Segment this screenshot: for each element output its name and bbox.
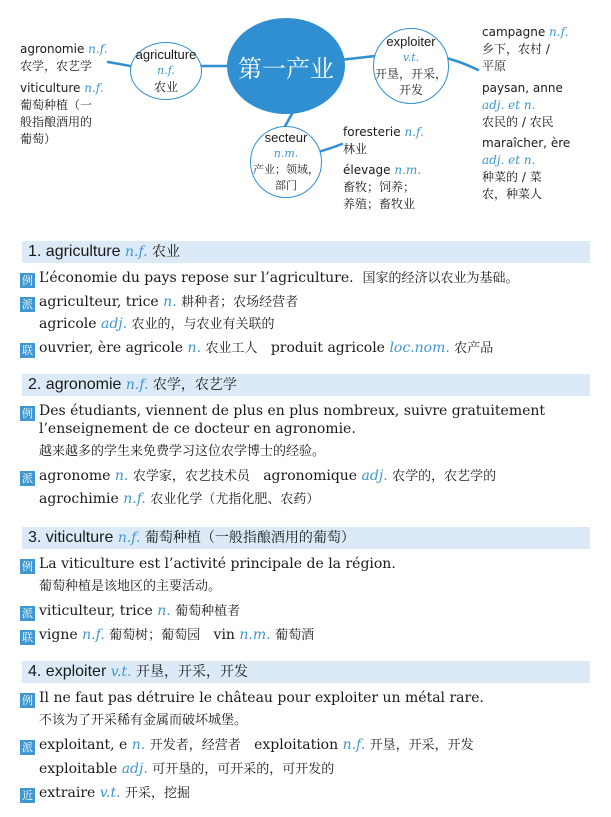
derived-cn: 农业的，与农业有关联的 <box>131 317 275 332</box>
derived-pos: adj. <box>361 468 388 484</box>
leaf-cn: 林业 <box>343 142 368 156</box>
node-cn2: 部门 <box>275 179 297 192</box>
leaf-cn2: 平原 <box>482 59 507 73</box>
example-line <box>20 555 396 574</box>
leaf-pos: n.f. <box>549 25 569 39</box>
near-tag: 近 <box>22 789 33 802</box>
section-header-viticulture <box>22 527 590 549</box>
near-line <box>20 784 190 803</box>
related-word: produit agricole <box>270 340 385 356</box>
derived-cn: 开发者，经营者 <box>149 738 241 753</box>
derived-tag: 派 <box>22 607 33 620</box>
related-pos: n. <box>187 340 202 356</box>
derived-line <box>20 490 319 509</box>
section-cn: 葡萄种植（一般指酿酒用的葡萄） <box>144 530 355 546</box>
example-fr: Des étudiants, viennent de plus en plus nombreux, suivre gratuitement <box>39 403 546 419</box>
mindmap-node-exploiter <box>373 28 449 104</box>
leaf-pos: n.m. <box>394 163 422 177</box>
section-word: agriculture <box>45 243 121 260</box>
section-cn: 农学，农艺学 <box>152 377 237 393</box>
mindmap-leaf-maraicher <box>482 135 570 203</box>
mindmap-leaf-campagne <box>482 24 568 75</box>
mindmap-node-secteur <box>250 126 322 198</box>
section-header-agriculture <box>22 241 590 263</box>
leaf-cn: 农民的 / 农民 <box>482 115 554 129</box>
example-fr: La viticulture est l’activité principale de la région. <box>39 556 396 572</box>
derived-pos: n. <box>131 737 146 753</box>
derived-line <box>20 736 474 755</box>
section-cn: 农业 <box>152 244 181 260</box>
derived-pos: n.f. <box>342 737 366 753</box>
node-pos: v.t. <box>402 51 420 64</box>
mindmap-node-agriculture <box>130 42 202 100</box>
leaf-cn1: 畜牧；饲养； <box>343 180 416 194</box>
derived-tag: 派 <box>22 741 33 754</box>
derived-word: exploitable <box>39 761 118 777</box>
related-line <box>20 339 493 358</box>
derived-cn: 农学的，农艺学的 <box>392 469 497 484</box>
node-word: exploiter <box>386 34 436 49</box>
derived-word: viticulteur, trice <box>39 603 153 619</box>
derived-cn: 开垦，开采，开发 <box>369 738 474 753</box>
example-line <box>20 269 519 288</box>
related-word: vin <box>213 627 235 643</box>
derived-cn: 可开垦的，可开采的，可开发的 <box>152 762 335 777</box>
related-cn: 葡萄树；葡萄园 <box>109 628 201 643</box>
leaf-word: paysan, anne <box>482 81 563 95</box>
leaf-pos: n.f. <box>84 81 104 95</box>
leaf-cn2: 养殖；畜牧业 <box>343 197 416 211</box>
leaf-cn: 农学，农艺学 <box>20 59 93 73</box>
example-line <box>20 402 545 421</box>
derived-pos: adj. <box>100 316 128 332</box>
leaf-cn3: 葡萄） <box>20 132 57 146</box>
example-cn: 不该为了开采稀有金属而破坏城堡。 <box>39 713 248 728</box>
section-header-exploiter <box>22 661 590 683</box>
example-line <box>20 420 356 438</box>
example-fr: Il ne faut pas détruire le château pour exploiter un métal rare. <box>39 690 484 706</box>
related-line <box>20 626 314 645</box>
section-pos: n.f. <box>124 244 148 260</box>
derived-line <box>20 760 334 779</box>
example-line <box>20 711 247 730</box>
derived-tag: 派 <box>22 298 33 311</box>
mindmap-leaf-viticulture <box>20 80 104 148</box>
section-number: 3. <box>28 529 42 546</box>
derived-line <box>20 293 298 312</box>
derived-word: agrochimie <box>39 491 119 507</box>
leaf-cn1: 种菜的 / 菜 <box>482 170 542 184</box>
example-tag: 例 <box>22 694 33 707</box>
leaf-word: agronomie <box>20 42 85 56</box>
derived-pos: adj. <box>121 761 148 777</box>
derived-word: exploitation <box>254 737 339 753</box>
example-tag: 例 <box>22 274 33 287</box>
leaf-pos: adj. et n. <box>482 153 536 167</box>
section-word: viticulture <box>45 529 114 546</box>
derived-word: agronome <box>39 468 111 484</box>
related-tag: 联 <box>22 631 33 644</box>
derived-cn: 耕种者；农场经营者 <box>181 295 299 310</box>
derived-word: agronomique <box>263 468 358 484</box>
derived-cn: 葡萄种植者 <box>175 604 241 619</box>
leaf-cn2: 般指酿酒用的 <box>20 115 93 129</box>
derived-pos: n. <box>157 603 171 619</box>
leaf-cn2: 农，种菜人 <box>482 187 543 201</box>
section-word: agronomie <box>45 376 122 393</box>
leaf-cn1: 葡萄种植（一 <box>20 98 93 112</box>
related-word: vigne <box>39 627 78 643</box>
section-number: 1. <box>28 243 42 260</box>
leaf-pos: n.f. <box>404 125 424 139</box>
derived-cn: 农业化学（尤指化肥、农药） <box>150 492 320 507</box>
mindmap-leaf-paysan <box>482 80 563 131</box>
leaf-word: élevage <box>343 163 391 177</box>
derived-pos: n. <box>163 294 177 310</box>
derived-word: exploitant, e <box>39 737 128 753</box>
leaf-cn1: 乡下，农村 / <box>482 42 550 56</box>
example-cn: 国家的经济以农业为基础。 <box>362 271 519 286</box>
derived-word: agriculteur, trice <box>39 294 159 310</box>
example-line <box>20 577 221 596</box>
derived-line <box>20 315 275 334</box>
derived-pos: n.f. <box>123 491 146 507</box>
node-word: secteur <box>264 130 308 145</box>
example-tag: 例 <box>22 407 33 420</box>
example-cn: 越来越多的学生来免费学习这位农学博士的经验。 <box>39 444 326 459</box>
section-word: exploiter <box>45 663 107 680</box>
related-pos: n.m. <box>239 627 271 643</box>
node-cn2: 开发 <box>398 83 423 97</box>
related-tag: 联 <box>22 344 33 357</box>
derived-tag: 派 <box>22 472 33 485</box>
derived-word: agricole <box>39 316 97 332</box>
leaf-word: foresterie <box>343 125 401 139</box>
section-pos: n.f. <box>117 530 141 546</box>
example-fr: l’enseignement de ce docteur en agronomie. <box>39 421 356 437</box>
node-word: agriculture <box>135 47 197 62</box>
derived-line <box>20 602 240 621</box>
near-pos: v.t. <box>99 785 121 801</box>
leaf-pos: adj. et n. <box>482 98 536 112</box>
node-cn1: 产业；领域， <box>253 163 319 176</box>
section-cn: 开垦，开采，开发 <box>135 664 248 680</box>
derived-line <box>20 467 496 486</box>
mindmap-leaf-agronomie <box>20 41 108 75</box>
example-cn: 葡萄种植是该地区的主要活动。 <box>39 579 222 594</box>
mindmap-leaf-elevage <box>343 162 421 213</box>
section-number: 2. <box>28 376 42 393</box>
section-number: 4. <box>28 663 42 680</box>
section-pos: n.f. <box>125 377 149 393</box>
example-fr: L’économie du pays repose sur l’agriculture. <box>39 270 354 286</box>
related-cn: 农产品 <box>454 341 494 356</box>
leaf-pos: n.f. <box>88 42 108 56</box>
mindmap-leaf-foresterie <box>343 124 424 158</box>
leaf-word: viticulture <box>20 81 81 95</box>
near-word: extraire <box>39 785 96 801</box>
derived-cn: 农学家，农艺技术员 <box>132 469 250 484</box>
mindmap-center: 第一产业 <box>227 18 345 114</box>
related-word: ouvrier, ère agricole <box>39 340 184 356</box>
related-pos: loc.nom. <box>389 340 450 356</box>
near-cn: 开采，挖掘 <box>125 786 191 801</box>
related-cn: 农业工人 <box>205 341 258 356</box>
section-pos: v.t. <box>110 664 132 680</box>
leaf-word: maraîcher, ère <box>482 136 571 150</box>
related-cn: 葡萄酒 <box>275 628 315 643</box>
node-pos: n.m. <box>273 147 299 160</box>
node-cn1: 开垦，开采， <box>374 67 447 81</box>
example-tag: 例 <box>22 560 33 573</box>
section-header-agronomie <box>22 374 590 396</box>
derived-pos: n. <box>114 468 129 484</box>
related-pos: n.f. <box>82 627 105 643</box>
leaf-word: campagne <box>482 25 546 39</box>
example-line <box>20 689 484 708</box>
node-pos: n.f. <box>157 64 175 77</box>
node-cn: 农业 <box>153 80 178 94</box>
example-line <box>20 442 325 461</box>
